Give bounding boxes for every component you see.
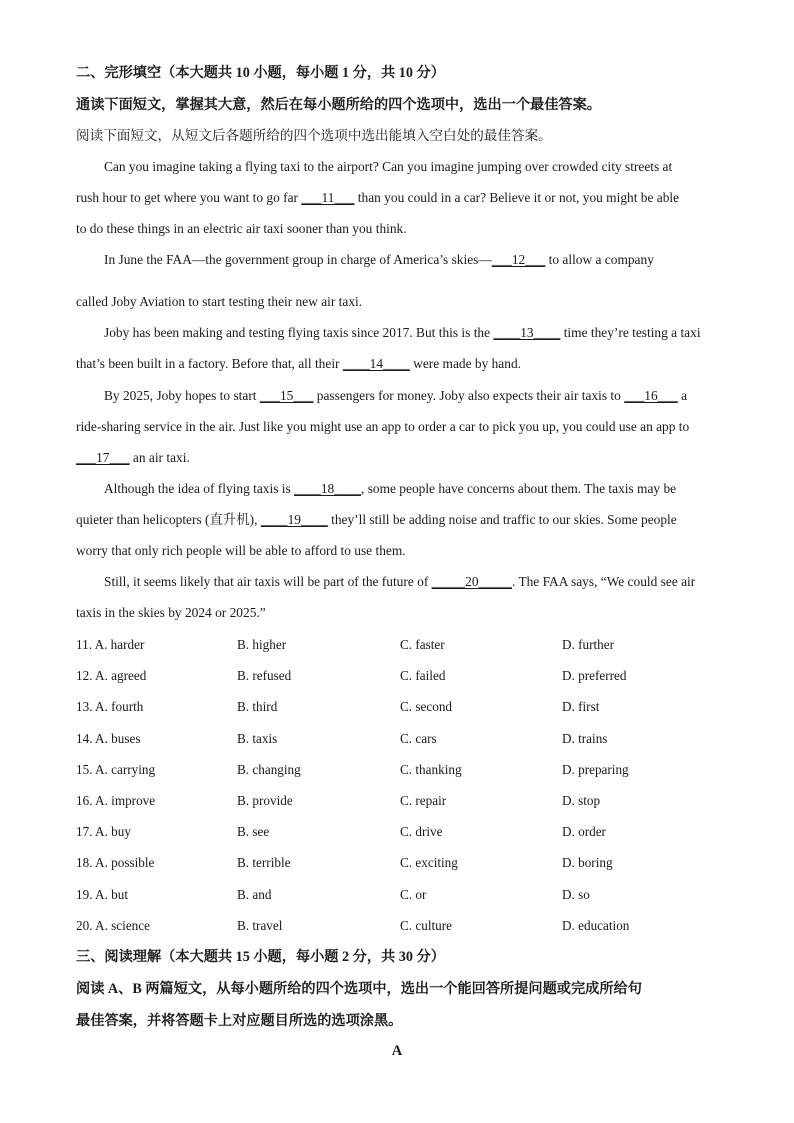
option-choice: D. boring: [562, 855, 613, 871]
passage-line: quieter than helicopters (直升机), ____19____ they’ll still be adding noise and traffic to our skies. Some people: [76, 512, 677, 527]
option-choice: B. third: [237, 699, 278, 715]
passage-line: Still, it seems likely that air taxis will be part of the future of _____20_____. The FAA says, “We could see air: [104, 574, 696, 589]
option-choice: C. failed: [400, 668, 446, 684]
option-choice: D. stop: [562, 793, 601, 808]
blank-17: ___17___: [76, 450, 130, 465]
section3-title: 三、阅读理解（本大题共 15 小题，每小题 2 分，共 30 分）: [76, 949, 445, 965]
passage-line: rush hour to get where you want to go far ___11___ than you could in a car? Believe it or not, you might be able: [76, 190, 680, 205]
section3-instruction: 阅读 A、B 两篇短文，从每小题所给的四个选项中，选出一个能回答所提问题或完成所给句: [76, 981, 642, 997]
option-choice: C. exciting: [400, 855, 458, 871]
option-choice: B. and: [237, 886, 272, 902]
option-choice: C. faster: [400, 637, 445, 652]
blank-19: ____19____: [260, 512, 328, 527]
blank-20: _____20_____: [431, 574, 512, 589]
option-choice: D. first: [562, 699, 600, 715]
option-choice: 15. A. carrying: [76, 761, 156, 777]
blank-14: ____14____: [342, 356, 410, 371]
option-choice: B. terrible: [237, 855, 291, 871]
option-choice: D. preparing: [562, 761, 629, 777]
blank-12: ___12___: [491, 252, 546, 267]
option-choice: D. order: [562, 824, 606, 840]
option-choice: B. taxis: [237, 730, 278, 746]
passage-line: worry that only rich people will be able to afford to use them.: [76, 543, 406, 558]
section2-instruction-bold: 通读下面短文，掌握其大意，然后在每小题所给的四个选项中，选出一个最佳答案。: [76, 97, 601, 113]
option-choice: 11. A. harder: [76, 637, 145, 652]
blank-13: ____13____: [493, 325, 561, 340]
option-choice: C. culture: [400, 917, 453, 933]
passage-line: to do these things in an electric air taxi sooner than you think.: [76, 221, 407, 236]
part-label: A: [391, 1043, 403, 1059]
option-choice: C. or: [400, 886, 427, 902]
option-choice: B. higher: [237, 637, 287, 652]
passage-line: that’s been built in a factory. Before that, all their ____14____ were made by hand.: [76, 356, 521, 371]
blank-15: ___15___: [259, 388, 314, 403]
option-choice: B. refused: [237, 668, 292, 684]
option-choice: C. drive: [400, 824, 443, 840]
option-choice: D. so: [562, 886, 590, 902]
section2-instruction: 阅读下面短文，从短文后各题所给的四个选项中选出能填入空白处的最佳答案。: [76, 128, 552, 143]
option-choice: C. cars: [400, 730, 437, 746]
option-choice: B. travel: [237, 917, 283, 933]
option-choice: C. second: [400, 699, 453, 715]
option-choice: 20. A. science: [76, 917, 150, 933]
passage-line: Although the idea of flying taxis is ____18____, some people have concerns about them. The taxis may be: [104, 481, 677, 496]
option-choice: D. further: [562, 637, 614, 652]
passage-line: called Joby Aviation to start testing their new air taxi.: [76, 294, 363, 309]
option-choice: 16. A. improve: [76, 793, 156, 808]
option-choice: D. education: [562, 917, 630, 933]
option-choice: B. see: [237, 824, 270, 840]
option-choice: 14. A. buses: [76, 730, 141, 746]
option-choice: 12. A. agreed: [76, 668, 147, 684]
option-choice: B. changing: [237, 761, 301, 777]
section2-title: 二、完形填空（本大题共 10 小题，每小题 1 分，共 10 分）: [76, 65, 445, 81]
section3-instruction: 最佳答案，并将答题卡上对应题目所选的选项涂黑。: [76, 1013, 403, 1029]
option-choice: D. preferred: [562, 668, 627, 684]
option-choice: C. thanking: [400, 761, 462, 777]
option-choice: 13. A. fourth: [76, 699, 144, 715]
passage-line: Joby has been making and testing flying taxis since 2017. But this is the ____13____ time they’re testing a taxi: [104, 325, 701, 340]
option-choice: 19. A. but: [76, 886, 129, 902]
option-choice: D. trains: [562, 730, 608, 746]
option-choice: C. repair: [400, 793, 447, 808]
passage-line: By 2025, Joby hopes to start ___15___ passengers for money. Joby also expects their air taxis to ___16___ a: [104, 388, 688, 403]
passage-line: taxis in the skies by 2024 or 2025.”: [76, 605, 266, 620]
passage-line: ride-sharing service in the air. Just like you might use an app to order a car to pick you up, you could use an app to: [76, 419, 690, 434]
passage-line: ___17___ an air taxi.: [76, 450, 190, 465]
blank-11: ___11___: [301, 190, 355, 205]
passage-line: In June the FAA—the government group in charge of America’s skies—___12___ to allow a company: [104, 252, 654, 267]
blank-18: ____18____: [294, 481, 361, 496]
option-choice: B. provide: [237, 793, 293, 808]
option-choice: 17. A. buy: [76, 824, 131, 840]
passage-line: Can you imagine taking a flying taxi to the airport? Can you imagine jumping over crowded city streets at: [104, 159, 673, 174]
blank-16: ___16___: [624, 388, 678, 403]
option-choice: 18. A. possible: [76, 855, 155, 871]
